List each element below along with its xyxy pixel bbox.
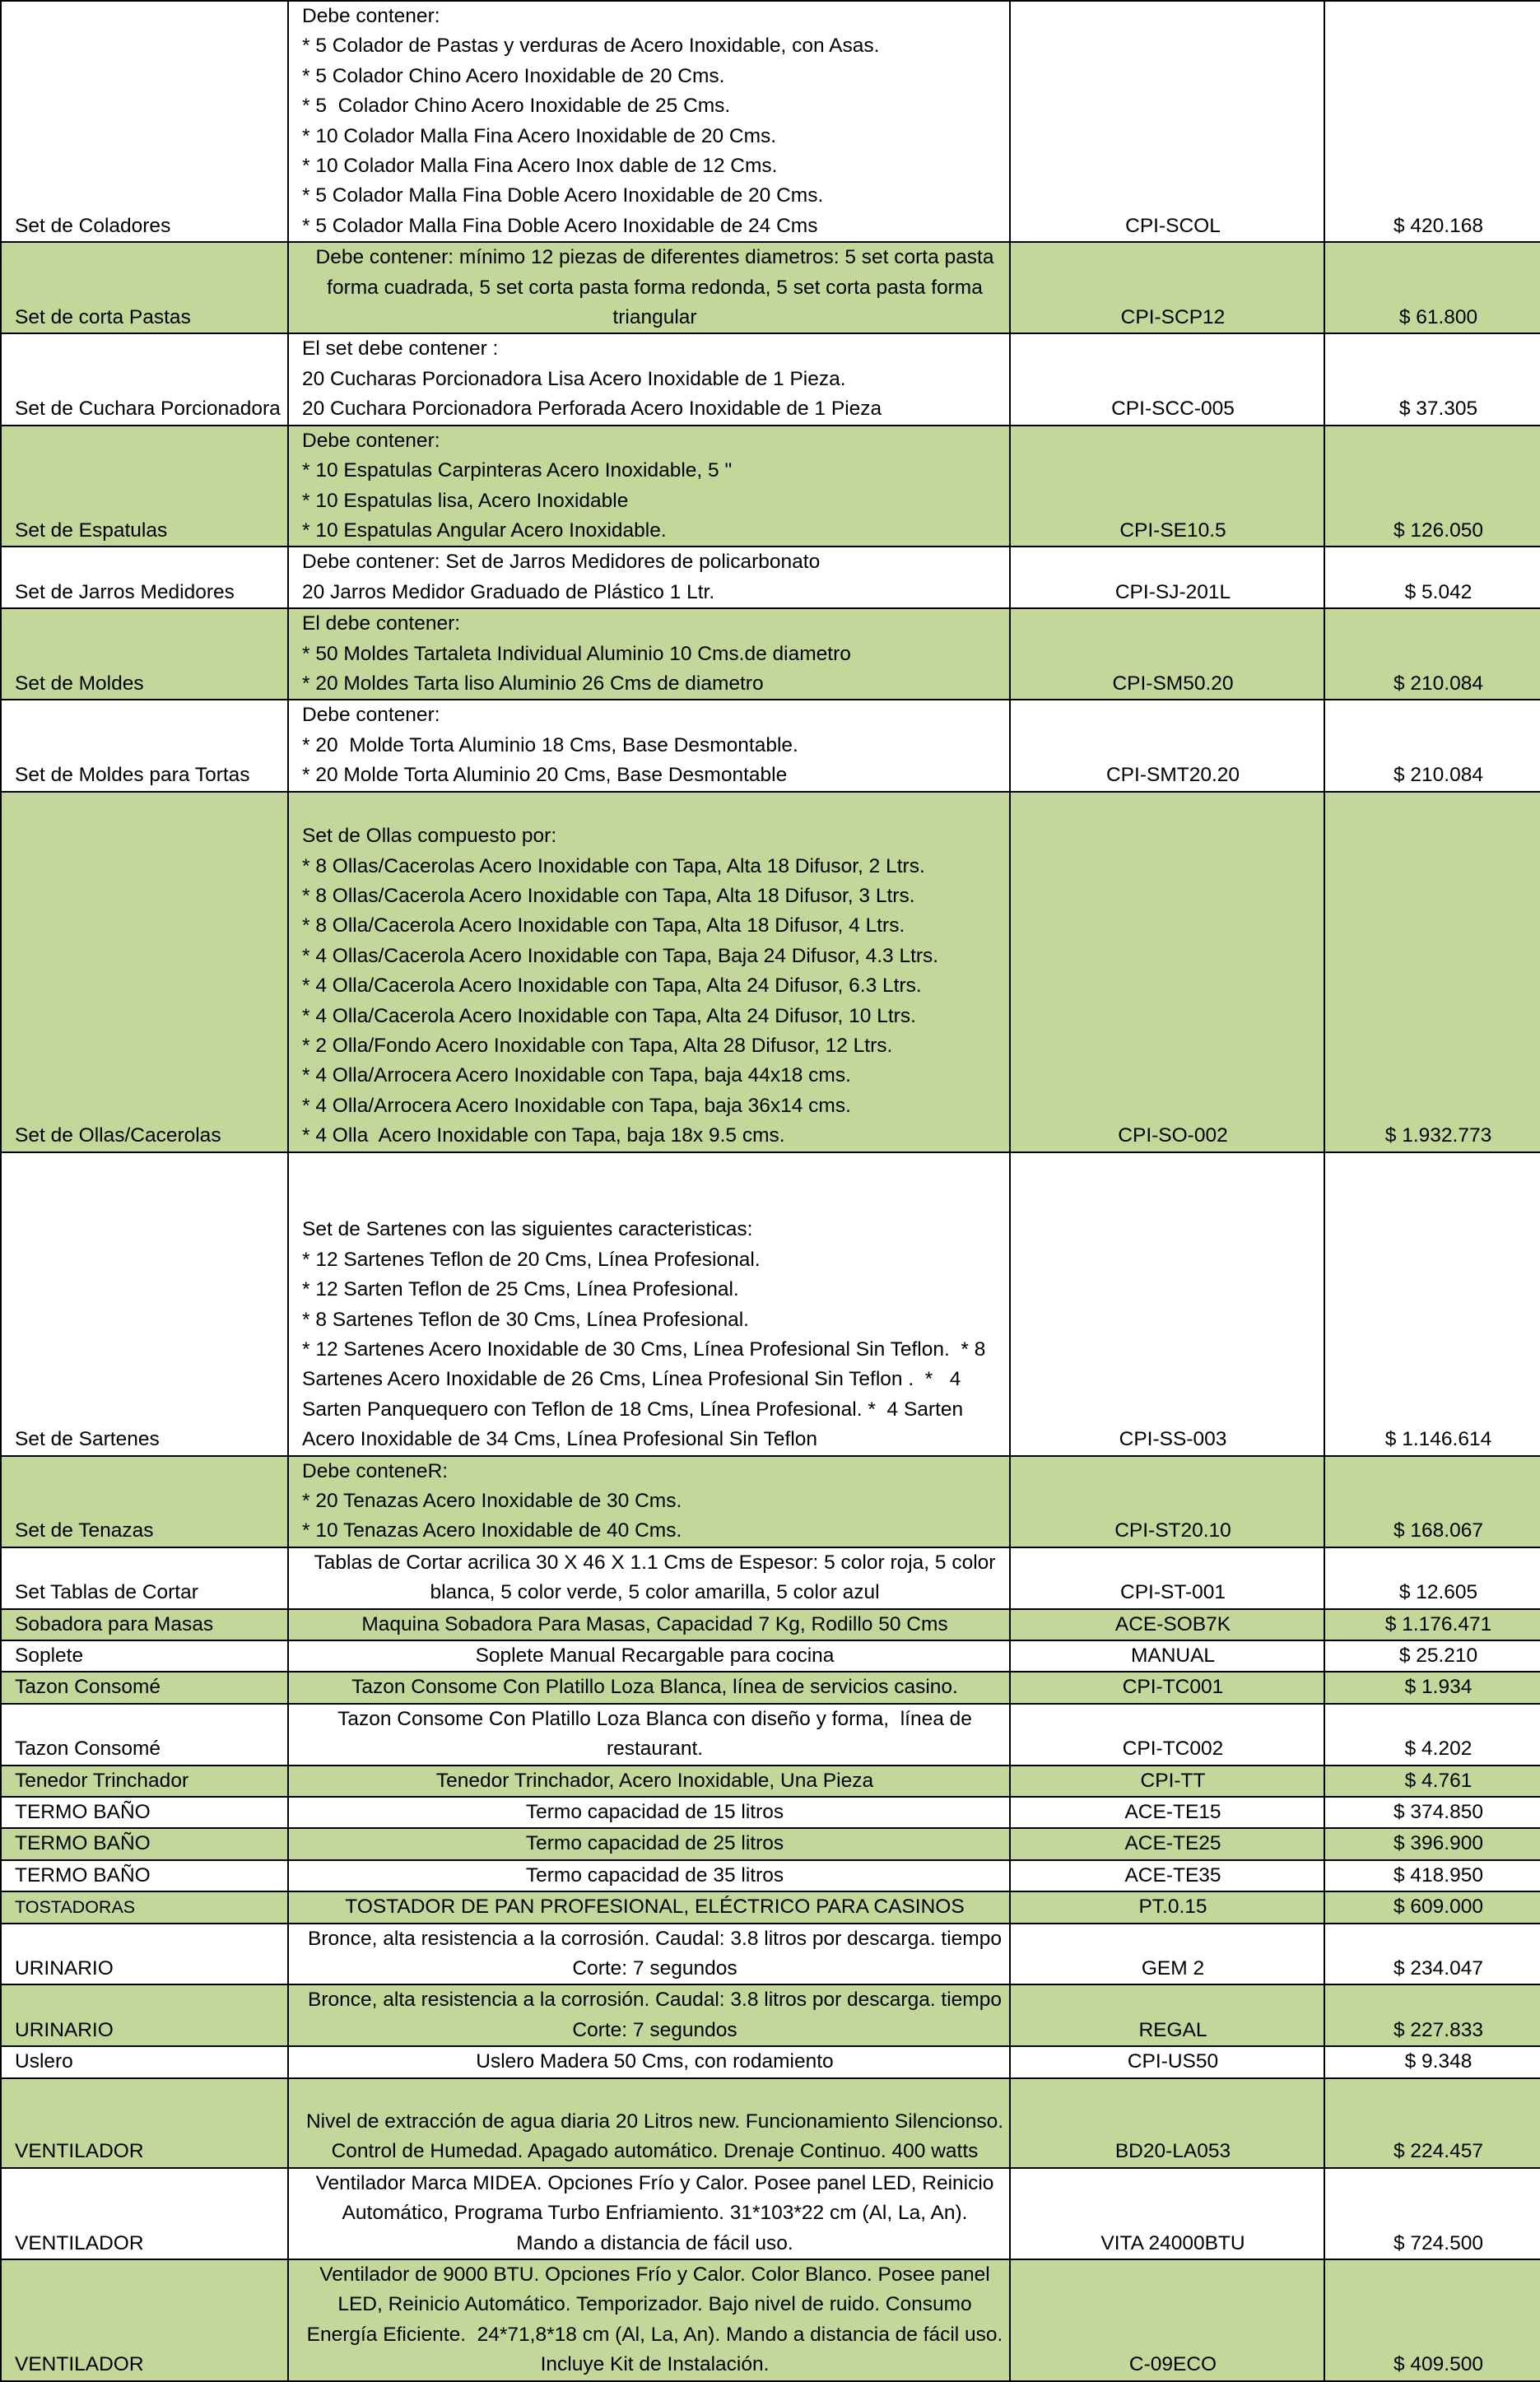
product-price-cell: $ 609.000 <box>1324 1891 1540 1923</box>
table-row <box>1 1152 1540 1456</box>
description-line: * 2 Olla/Fondo Acero Inoxidable con Tapa, Alta 28 Difusor, 12 Ltrs. <box>302 1034 893 1057</box>
description-line: * 12 Sartenes Acero Inoxidable de 30 Cms, Línea Profesional Sin Teflon. * 8 <box>302 1338 986 1361</box>
product-name-cell: Set de Cuchara Porcionadora <box>1 333 288 425</box>
product-description-cell <box>288 242 1010 333</box>
description-line: Corte: 7 segundos <box>572 1957 737 1980</box>
description-line: Tazon Consome Con Platillo Loza Blanca, línea de servicios casino. <box>351 1676 958 1699</box>
product-name-cell: Set de corta Pastas <box>1 242 288 333</box>
product-price-cell: $ 5.042 <box>1324 547 1540 608</box>
product-code-cell: ACE-TE15 <box>1010 1797 1324 1828</box>
table-row <box>1 2259 1540 2381</box>
description-line: * 50 Moldes Tartaleta Individual Aluminio 10 Cms.de diametro <box>302 642 851 665</box>
product-description-cell <box>288 1 1010 242</box>
table-row <box>1 608 1540 700</box>
description-line: * 4 Olla/Arrocera Acero Inoxidable con Tapa, baja 36x14 cms. <box>302 1094 851 1117</box>
description-line: * 4 Olla/Arrocera Acero Inoxidable con Tapa, baja 44x18 cms. <box>302 1064 851 1087</box>
table-row <box>1 1984 1540 2046</box>
product-price-cell: $ 227.833 <box>1324 1984 1540 2046</box>
product-description-cell <box>288 1891 1010 1923</box>
product-code-cell: CPI-SS-003 <box>1010 1152 1324 1456</box>
table-row <box>1 1891 1540 1923</box>
product-name-cell: Soplete <box>1 1640 288 1672</box>
product-price-cell: $ 25.210 <box>1324 1640 1540 1672</box>
product-description-cell <box>288 1704 1010 1766</box>
product-code-cell: ACE-SOB7K <box>1010 1609 1324 1640</box>
table-row <box>1 426 1540 547</box>
description-line: Corte: 7 segundos <box>572 2018 737 2041</box>
product-code-cell: CPI-ST-001 <box>1010 1547 1324 1609</box>
table-row <box>1 1860 1540 1891</box>
description-line: * 12 Sarten Teflon de 25 Cms, Línea Profesional. <box>302 1278 739 1301</box>
product-code-cell: CPI-TT <box>1010 1766 1324 1797</box>
product-description-cell <box>288 1456 1010 1547</box>
table-row <box>1 2046 1540 2077</box>
product-price-cell: $ 374.850 <box>1324 1797 1540 1828</box>
product-price-cell: $ 12.605 <box>1324 1547 1540 1609</box>
description-line: * 5 Colador Malla Fina Doble Acero Inoxidable de 24 Cms <box>302 214 818 237</box>
description-line: Control de Humedad. Apagado automático. Drenaje Continuo. 400 watts <box>331 2140 979 2163</box>
product-name-cell: Set de Tenazas <box>1 1456 288 1547</box>
product-name-cell: Uslero <box>1 2046 288 2077</box>
table-row <box>1 1456 1540 1547</box>
description-line: Energía Eficiente. 24*71,8*18 cm (Al, La, An). Mando a distancia de fácil uso. <box>306 2323 1003 2346</box>
product-code-cell: CPI-SCC-005 <box>1010 333 1324 425</box>
table-row <box>1 1766 1540 1797</box>
table-row <box>1 547 1540 608</box>
product-name-cell: Tenedor Trinchador <box>1 1766 288 1797</box>
product-name-cell: VENTILADOR <box>1 2168 288 2259</box>
product-name-cell: Sobadora para Masas <box>1 1609 288 1640</box>
product-price-cell: $ 168.067 <box>1324 1456 1540 1547</box>
table-row <box>1 700 1540 791</box>
product-code-cell: CPI-US50 <box>1010 2046 1324 2077</box>
description-line: 20 Cuchara Porcionadora Perforada Acero Inoxidable de 1 Pieza <box>302 398 882 421</box>
product-price-cell: $ 210.084 <box>1324 700 1540 791</box>
product-code-cell: ACE-TE25 <box>1010 1828 1324 1859</box>
description-line: * 4 Olla/Cacerola Acero Inoxidable con Tapa, Alta 24 Difusor, 10 Ltrs. <box>302 1004 916 1027</box>
description-line: Ventilador de 9000 BTU. Opciones Frío y Calor. Color Blanco. Posee panel <box>319 2263 990 2286</box>
product-name-cell: VENTILADOR <box>1 2259 288 2381</box>
table-row <box>1 1797 1540 1828</box>
product-name-cell: TOSTADORAS <box>1 1891 288 1923</box>
product-name-cell: TERMO BAÑO <box>1 1828 288 1859</box>
description-line: Automático, Programa Turbo Enfriamiento. 31*103*22 cm (Al, La, An). <box>342 2202 968 2225</box>
product-price-cell: $ 1.932.773 <box>1324 792 1540 1152</box>
product-name-cell: Set de Espatulas <box>1 426 288 547</box>
description-line: Tenedor Trinchador, Acero Inoxidable, Una Pieza <box>435 1769 874 1792</box>
table-row <box>1 1672 1540 1703</box>
product-description-cell <box>288 1984 1010 2046</box>
description-line: * 5 Colador de Pastas y verduras de Acero Inoxidable, con Asas. <box>302 35 880 58</box>
product-name-cell: Tazon Consomé <box>1 1672 288 1703</box>
product-code-cell: MANUAL <box>1010 1640 1324 1672</box>
description-line: triangular <box>612 306 697 329</box>
product-description-cell <box>288 1828 1010 1859</box>
description-line: * 10 Espatulas Carpinteras Acero Inoxidable, 5 " <box>302 459 733 482</box>
description-line: Sarten Panquequero con Teflon de 18 Cms, Línea Profesional. * 4 Sarten <box>302 1398 964 1421</box>
product-price-cell: $ 4.202 <box>1324 1704 1540 1766</box>
description-line: * 10 Colador Malla Fina Acero Inoxidable de 20 Cms. <box>302 124 777 147</box>
product-description-cell <box>288 700 1010 791</box>
product-description-cell <box>288 792 1010 1152</box>
table-row <box>1 792 1540 1152</box>
product-price-cell: $ 210.084 <box>1324 608 1540 700</box>
description-line: * 20 Moldes Tarta liso Aluminio 26 Cms de diametro <box>302 672 764 695</box>
product-price-cell: $ 420.168 <box>1324 1 1540 242</box>
product-price-cell: $ 37.305 <box>1324 333 1540 425</box>
product-description-cell <box>288 2259 1010 2381</box>
product-price-cell: $ 126.050 <box>1324 426 1540 547</box>
product-price-cell: $ 418.950 <box>1324 1860 1540 1891</box>
table-row <box>1 1924 1540 1985</box>
product-description-cell <box>288 1766 1010 1797</box>
product-description-cell <box>288 2168 1010 2259</box>
description-line: Debe contener: <box>302 5 440 27</box>
description-line: Tablas de Cortar acrilica 30 X 46 X 1.1 Cms de Espesor: 5 color roja, 5 color <box>314 1551 996 1574</box>
product-description-cell <box>288 2078 1010 2168</box>
description-line: * 20 Tenazas Acero Inoxidable de 30 Cms. <box>302 1489 682 1512</box>
table-row <box>1 1640 1540 1672</box>
product-name-cell: Set de Jarros Medidores <box>1 547 288 608</box>
price-list-body <box>1 1 1540 2381</box>
description-line: * 4 Ollas/Cacerola Acero Inoxidable con Tapa, Baja 24 Difusor, 4.3 Ltrs. <box>302 944 939 967</box>
product-code-cell: VITA 24000BTU <box>1010 2168 1324 2259</box>
product-description-cell <box>288 1860 1010 1891</box>
product-name-cell: Set de Ollas/Cacerolas <box>1 792 288 1152</box>
product-description-cell <box>288 547 1010 608</box>
description-line: Debe contener: <box>302 429 440 452</box>
product-name-cell: VENTILADOR <box>1 2078 288 2168</box>
description-line: * 4 Olla/Cacerola Acero Inoxidable con Tapa, Alta 24 Difusor, 6.3 Ltrs. <box>302 975 922 998</box>
description-line: 20 Cucharas Porcionadora Lisa Acero Inoxidable de 1 Pieza. <box>302 367 846 390</box>
product-price-cell: $ 61.800 <box>1324 242 1540 333</box>
product-price-cell: $ 1.934 <box>1324 1672 1540 1703</box>
table-row <box>1 1547 1540 1609</box>
description-line: * 20 Molde Torta Aluminio 18 Cms, Base Desmontable. <box>302 733 798 756</box>
description-line: * 8 Sartenes Teflon de 30 Cms, Línea Profesional. <box>302 1308 749 1331</box>
product-code-cell: CPI-SMT20.20 <box>1010 700 1324 791</box>
table-row <box>1 333 1540 425</box>
description-line: LED, Reinicio Automático. Temporizador. Bajo nivel de ruido. Consumo <box>337 2293 972 2316</box>
product-name-cell: Tazon Consomé <box>1 1704 288 1766</box>
description-line: Bronce, alta resistencia a la corrosión. Caudal: 3.8 litros por descarga. tiempo <box>308 1927 1002 1950</box>
description-line: El debe contener: <box>302 612 461 635</box>
product-name-cell: Set de Coladores <box>1 1 288 242</box>
product-price-cell: $ 409.500 <box>1324 2259 1540 2381</box>
product-price-cell: $ 1.176.471 <box>1324 1609 1540 1640</box>
description-line: * 10 Espatulas Angular Acero Inoxidable. <box>302 519 667 542</box>
description-line: * 20 Molde Torta Aluminio 20 Cms, Base Desmontable <box>302 764 788 787</box>
description-line: Termo capacidad de 35 litros <box>525 1863 784 1887</box>
product-description-cell <box>288 333 1010 425</box>
product-name-cell: Set Tablas de Cortar <box>1 1547 288 1609</box>
product-price-cell: $ 396.900 <box>1324 1828 1540 1859</box>
description-line: TOSTADOR DE PAN PROFESIONAL, ELÉCTRICO PARA CASINOS <box>345 1896 965 1919</box>
product-code-cell: ACE-TE35 <box>1010 1860 1324 1891</box>
description-line: Sartenes Acero Inoxidable de 26 Cms, Línea Profesional Sin Teflon . * 4 <box>302 1368 961 1391</box>
table-row <box>1 242 1540 333</box>
table-row <box>1 1828 1540 1859</box>
table-row <box>1 2168 1540 2259</box>
description-line: Termo capacidad de 15 litros <box>525 1801 784 1824</box>
product-code-cell: REGAL <box>1010 1984 1324 2046</box>
product-code-cell: PT.0.15 <box>1010 1891 1324 1923</box>
product-description-cell <box>288 1152 1010 1456</box>
product-code-cell: CPI-SCOL <box>1010 1 1324 242</box>
description-line: restaurant. <box>606 1738 704 1761</box>
product-code-cell: CPI-ST20.10 <box>1010 1456 1324 1547</box>
description-line: * 8 Olla/Cacerola Acero Inoxidable con Tapa, Alta 18 Difusor, 4 Ltrs. <box>302 914 905 937</box>
description-line: Ventilador Marca MIDEA. Opciones Frío y Calor. Posee panel LED, Reinicio <box>315 2171 994 2194</box>
product-price-cell: $ 1.146.614 <box>1324 1152 1540 1456</box>
description-line: Tazon Consome Con Platillo Loza Blanca con diseño y forma, línea de <box>337 1707 972 1730</box>
product-description-cell <box>288 1672 1010 1703</box>
table-row <box>1 2078 1540 2168</box>
product-code-cell: GEM 2 <box>1010 1924 1324 1985</box>
product-code-cell: CPI-SM50.20 <box>1010 608 1324 700</box>
description-line: * 5 Colador Chino Acero Inoxidable de 25 Cms. <box>302 95 731 118</box>
description-line: * 10 Espatulas lisa, Acero Inoxidable <box>302 489 629 512</box>
product-price-cell: $ 724.500 <box>1324 2168 1540 2259</box>
description-line: Uslero Madera 50 Cms, con rodamiento <box>476 2050 834 2073</box>
product-code-cell: CPI-TC001 <box>1010 1672 1324 1703</box>
description-line: Debe contener: <box>302 704 440 727</box>
table-row <box>1 1609 1540 1640</box>
description-line: Nivel de extracción de agua diaria 20 Litros new. Funcionamiento Silencionso. <box>305 2110 1004 2133</box>
product-code-cell: CPI-SE10.5 <box>1010 426 1324 547</box>
product-code-cell: CPI-TC002 <box>1010 1704 1324 1766</box>
product-name-cell: Set de Sartenes <box>1 1152 288 1456</box>
description-line: Soplete Manual Recargable para cocina <box>475 1645 835 1667</box>
product-price-cell: $ 234.047 <box>1324 1924 1540 1985</box>
description-line: * 10 Colador Malla Fina Acero Inox dable de 12 Cms. <box>302 155 778 178</box>
description-line: Set de Sartenes con las siguientes caracteristicas: <box>302 1218 753 1241</box>
product-code-cell: C-09ECO <box>1010 2259 1324 2381</box>
table-row <box>1 1704 1540 1766</box>
description-line: Debe contener: Set de Jarros Medidores de policarbonato <box>302 551 821 574</box>
description-line: * 10 Tenazas Acero Inoxidable de 40 Cms. <box>302 1519 682 1542</box>
product-description-cell <box>288 2046 1010 2077</box>
description-line: * 4 Olla Acero Inoxidable con Tapa, baja 18x 9.5 cms. <box>302 1124 785 1147</box>
description-line: Acero Inoxidable de 34 Cms, Línea Profesional Sin Teflon <box>302 1428 818 1451</box>
description-line: Mando a distancia de fácil uso. <box>516 2231 793 2254</box>
product-code-cell: CPI-SO-002 <box>1010 792 1324 1152</box>
product-name-cell: TERMO BAÑO <box>1 1860 288 1891</box>
description-line: * 8 Ollas/Cacerola Acero Inoxidable con Tapa, Alta 18 Difusor, 3 Ltrs. <box>302 884 915 907</box>
product-description-cell <box>288 1640 1010 1672</box>
product-name-cell: Set de Moldes <box>1 608 288 700</box>
product-name-cell: URINARIO <box>1 1924 288 1985</box>
product-code-cell: CPI-SJ-201L <box>1010 547 1324 608</box>
product-name-cell: Set de Moldes para Tortas <box>1 700 288 791</box>
description-line: Debe contener: mínimo 12 piezas de diferentes diametros: 5 set corta pasta <box>315 246 994 269</box>
product-description-cell <box>288 1924 1010 1985</box>
description-line: blanca, 5 color verde, 5 color amarilla, 5 color azul <box>430 1581 880 1604</box>
product-description-cell <box>288 1609 1010 1640</box>
description-line: Maquina Sobadora Para Masas, Capacidad 7 Kg, Rodillo 50 Cms <box>361 1612 948 1635</box>
description-line: * 8 Ollas/Cacerolas Acero Inoxidable con Tapa, Alta 18 Difusor, 2 Ltrs. <box>302 854 925 877</box>
product-code-cell: CPI-SCP12 <box>1010 242 1324 333</box>
product-price-cell: $ 4.761 <box>1324 1766 1540 1797</box>
product-name-cell: URINARIO <box>1 1984 288 2046</box>
product-description-cell <box>288 1797 1010 1828</box>
description-line: Termo capacidad de 25 litros <box>525 1832 784 1855</box>
product-code-cell: BD20-LA053 <box>1010 2078 1324 2168</box>
product-description-cell <box>288 426 1010 547</box>
product-description-cell <box>288 1547 1010 1609</box>
description-line: * 5 Colador Malla Fina Doble Acero Inoxidable de 20 Cms. <box>302 184 824 207</box>
description-line: Incluye Kit de Instalación. <box>540 2353 770 2376</box>
description-line: Set de Ollas compuesto por: <box>302 825 557 848</box>
description-line: 20 Jarros Medidor Graduado de Plástico 1 Ltr. <box>302 580 715 603</box>
product-price-cell: $ 9.348 <box>1324 2046 1540 2077</box>
product-price-cell: $ 224.457 <box>1324 2078 1540 2168</box>
description-line: El set debe contener : <box>302 337 499 361</box>
product-name-cell: TERMO BAÑO <box>1 1797 288 1828</box>
description-line: Bronce, alta resistencia a la corrosión. Caudal: 3.8 litros por descarga. tiempo <box>308 1989 1002 2012</box>
description-line: * 12 Sartenes Teflon de 20 Cms, Línea Profesional. <box>302 1248 761 1271</box>
description-line: Debe conteneR: <box>302 1459 449 1482</box>
description-line: forma cuadrada, 5 set corta pasta forma redonda, 5 set corta pasta forma <box>327 276 983 299</box>
product-description-cell <box>288 608 1010 700</box>
table-row <box>1 1 1540 242</box>
description-line: * 5 Colador Chino Acero Inoxidable de 20 Cms. <box>302 64 725 87</box>
